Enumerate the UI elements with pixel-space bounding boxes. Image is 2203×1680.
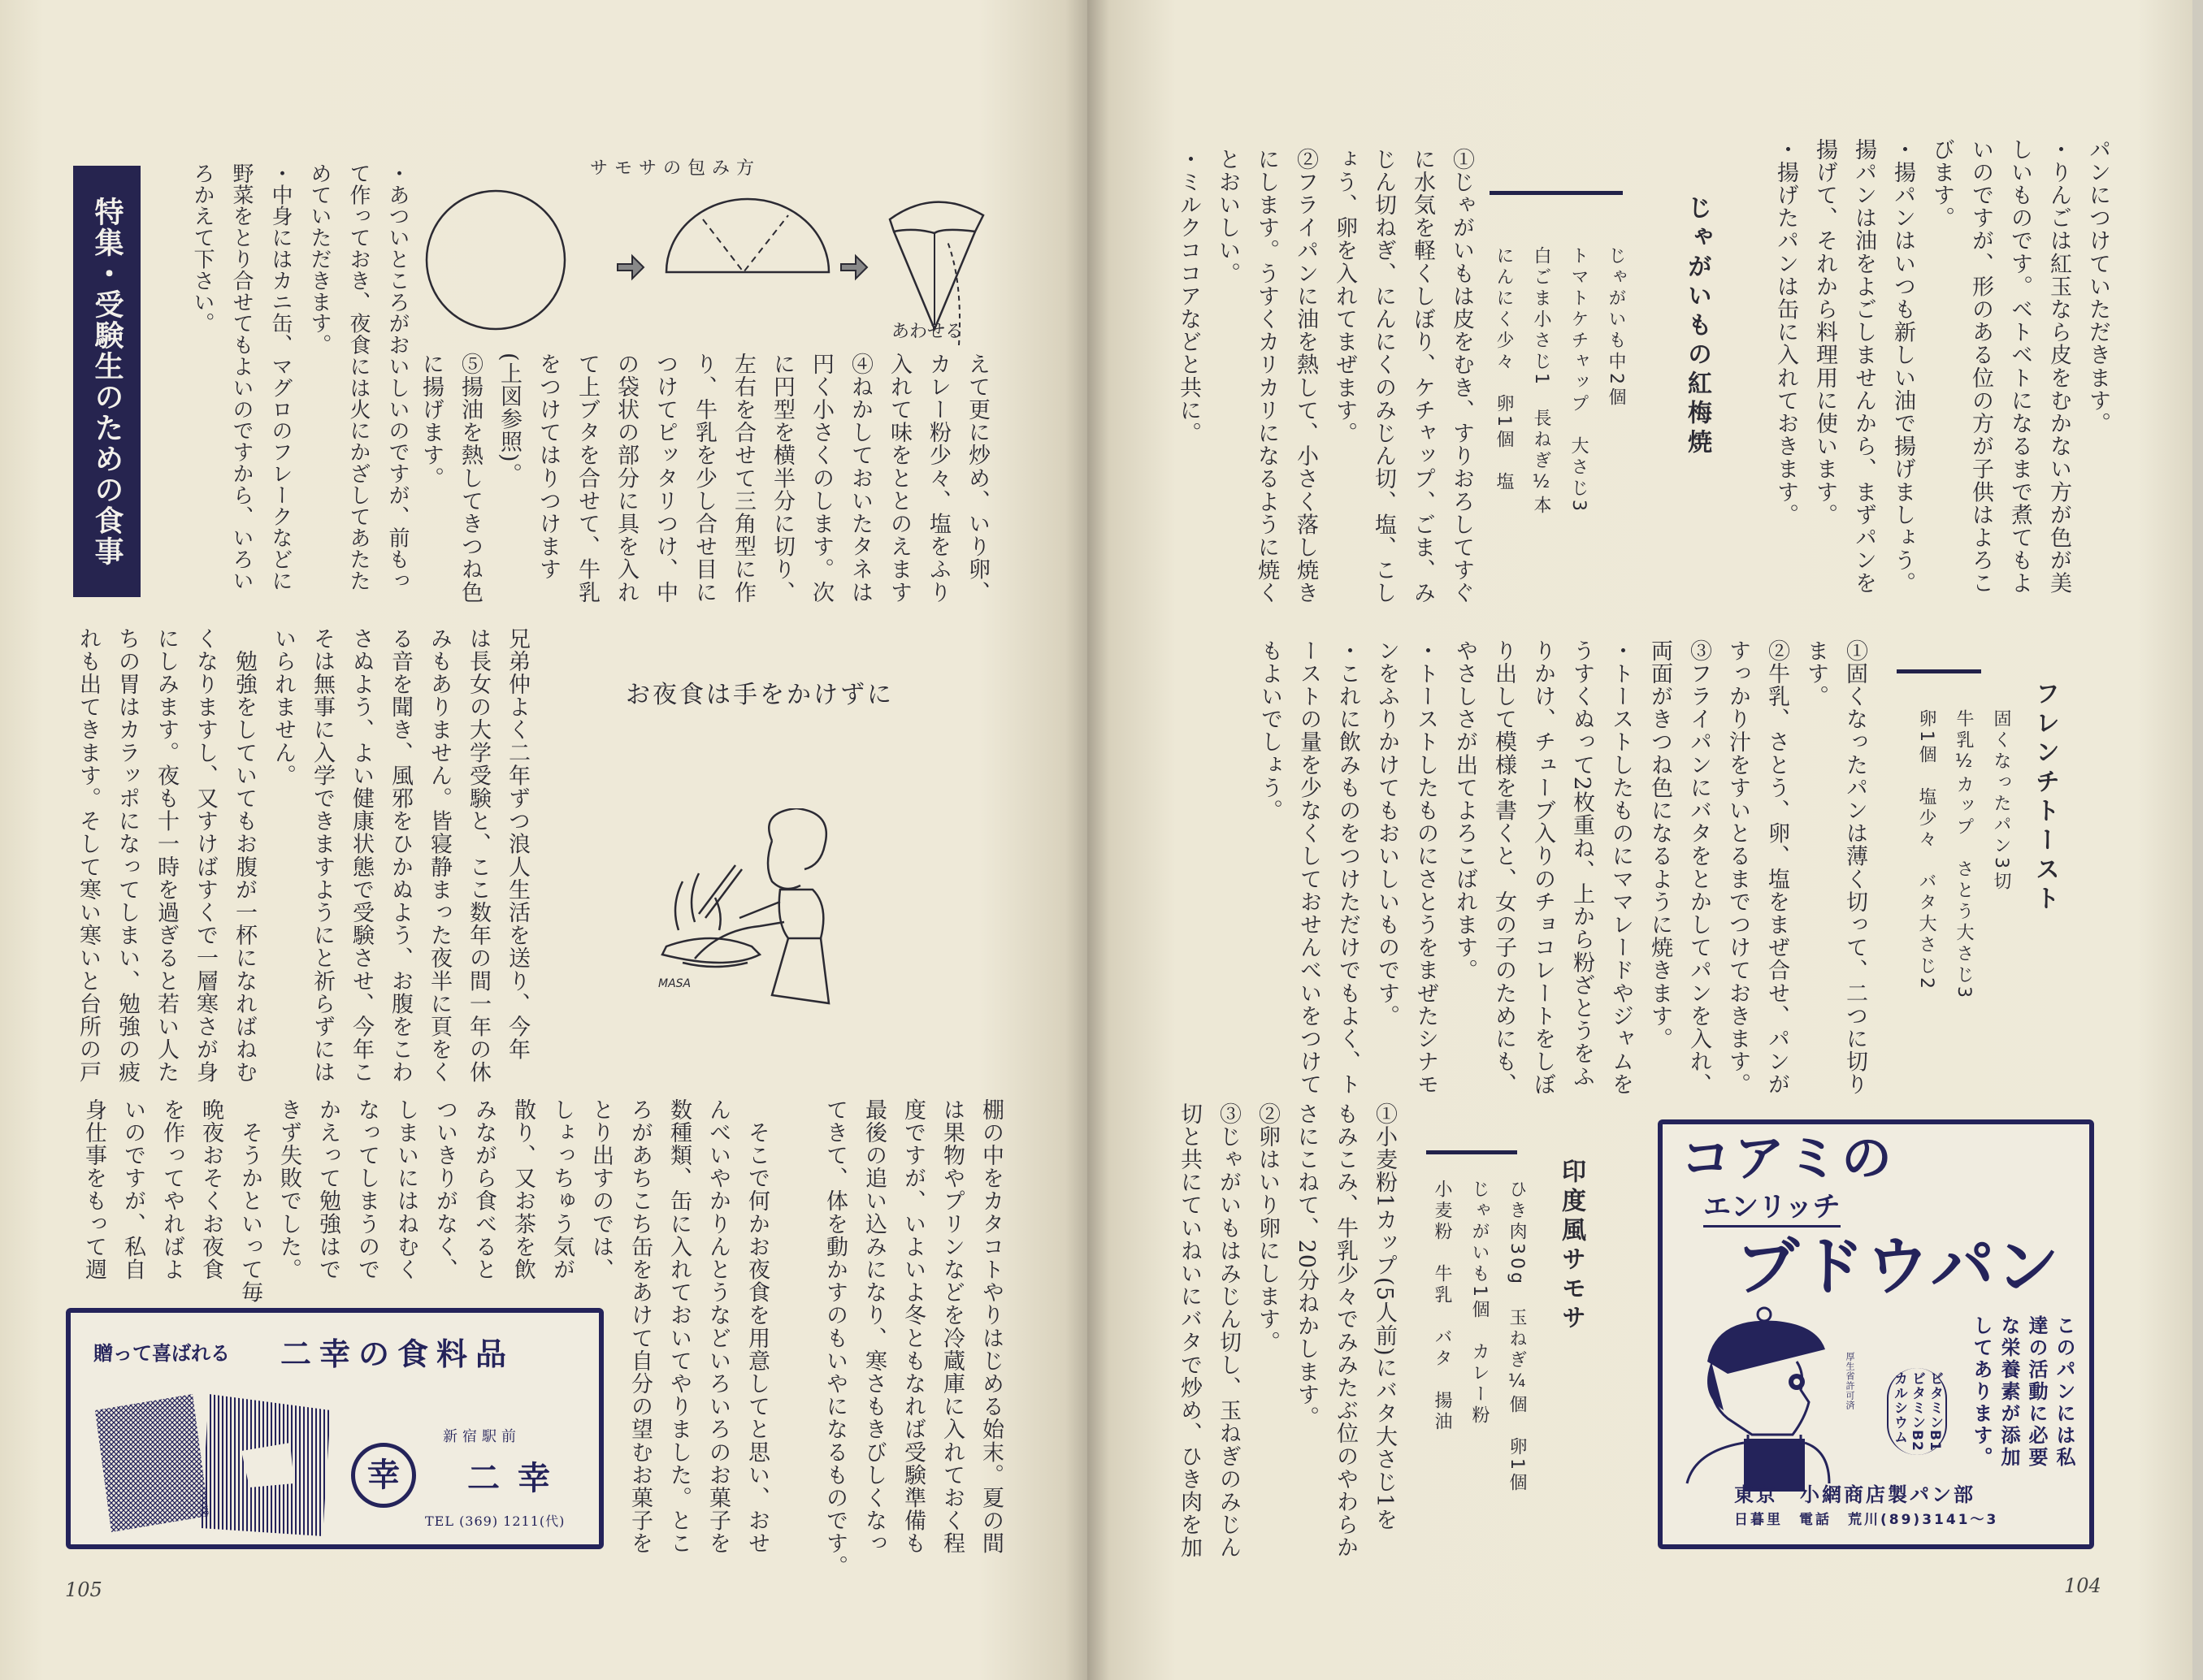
feature-title: 特集・受験生のための食事 (73, 166, 141, 597)
ingredient: ひき肉30g 玉ねぎ¼個 卵1個 (1507, 1180, 1527, 1494)
step-column: さにこねて、20分ねかします。 (1294, 1102, 1319, 1429)
essay-column: 最後の追い込みになり、寒さもきびしくなっ (861, 1098, 887, 1555)
tip-column: いのですが、形のある位の方が子供はよろこ (1968, 138, 1993, 595)
kobaiyaki-steps (1169, 148, 1481, 604)
tip-column: びます。 (1929, 138, 1954, 230)
serving-tip-column: めていただきます。 (307, 162, 332, 356)
essay-top (68, 627, 536, 1084)
step-column: ーストの量を少なくしておせんべいをつけて (1296, 639, 1321, 1096)
serving-tip-column: ・中身にはカニ缶、マグロのフレークなどに (268, 162, 293, 591)
samosa-step-column: の袋状の部分に具を入れ (614, 353, 639, 604)
nikou-logo: 幸 (351, 1443, 416, 1508)
tip-column: 揚げて、それから料理用に使います。 (1812, 138, 1837, 526)
essay-column: そうかといって毎 (237, 1098, 262, 1304)
divider-rule (1426, 1150, 1517, 1154)
step-column: ・トーストしたものにママレードやジャムを (1608, 639, 1633, 1096)
step-column: もみこみ、牛乳少々でみみたぶ位のやわらか (1333, 1102, 1358, 1559)
ingredient: にんにく少々 卵1個 塩 (1494, 246, 1514, 493)
ad-nutrient: ビタミンB1 (1927, 1371, 1943, 1452)
samosa-step-column: ④ねかしておいたタネは (848, 353, 873, 604)
step-column: ます。 (1803, 639, 1828, 708)
samosa-steps-continued (411, 353, 996, 604)
essay-column: 身仕事をもって週 (81, 1098, 106, 1281)
samosa-ingredients (1423, 1180, 1535, 1494)
step-column: とおいしい。 (1215, 148, 1240, 285)
cooking-woman-illustration (650, 808, 853, 1011)
step-column: もよいでしょう。 (1257, 639, 1282, 822)
step-column: ③フライパンにバタをとかしてパンを入れ、 (1686, 639, 1711, 1096)
step-column: ・ミルクココアなどと共に。 (1176, 148, 1201, 445)
essay-column: 晩夜おそくお夜食 (198, 1098, 223, 1281)
kobaiyaki-ingredients (1485, 246, 1634, 517)
ingredient: トマトケチャップ 大さじ3 (1568, 246, 1589, 514)
step-column: うすくぬって2枚重ね、上から粉ざとうをふ (1569, 639, 1594, 1089)
samosa-step-column: をつけてはりつけます (536, 353, 561, 581)
essay-column: しまいにはねむく (393, 1098, 418, 1281)
tip-column: しいものです。ベトベトになるまで煮てもよ (2007, 138, 2032, 595)
samosa-step-column: に円型を横半分に切り、 (770, 353, 795, 604)
ad-nutrient: ビタミンB2 (1909, 1371, 1925, 1452)
samosa-step-column: 円く小さくのします。次 (809, 353, 834, 604)
tip-column: ・揚パンはいつも新しい油で揚げましょう。 (1890, 138, 1915, 595)
essay-column: なってしまうので (354, 1098, 379, 1281)
ingredient: 卵1個 塩少々 バタ大さじ2 (1916, 709, 1936, 992)
step-column: ①じゃがいもは皮をむき、すりおろしてすぐ (1449, 148, 1474, 604)
serving-tip-column: て作っておき、夜食には火にかざしてあたた (346, 162, 371, 591)
step-column: り出して模様を書くと、女の子のためにも、 (1491, 639, 1516, 1096)
essay-column: いのですが、私自 (120, 1098, 145, 1281)
essay-column: ろがあちこち缶をあけて自分の望むお菓子を (627, 1098, 653, 1555)
step-column: じん切ねぎ、にんにくのみじん切、塩、こし (1371, 148, 1396, 604)
samosa-step-column: えて更に炒め、いり卵、 (965, 353, 990, 604)
essay-column: しょっちゅう気が (549, 1098, 575, 1281)
step-column: やさしさが出てよろこばれます。 (1452, 639, 1477, 982)
ad-address: 日暮里 電話 荒川(89)3141～3 (1734, 1512, 1999, 1528)
step-column: すっかり汁をすいとるまでつけておきます。 (1725, 639, 1750, 1096)
french-toast-title: フレンチトースト (2031, 681, 2059, 915)
half-circle-shape (666, 199, 829, 272)
essay-column: てきて、体を動かすのもいやになるものです。 (822, 1098, 848, 1578)
serving-tip-column: ・あついところがおいしいのですが、前もっ (385, 162, 410, 591)
essay-column: みながら食べると (471, 1098, 497, 1281)
ad-location: 新宿駅前 (443, 1428, 521, 1445)
essay-column: 勉強をしていてもお腹が一杯になればねむ (232, 627, 257, 1084)
essay-column: を作ってやればよ (159, 1098, 184, 1281)
serving-tips (183, 162, 417, 591)
essay-heading: お夜食は手をかけずに (626, 681, 894, 709)
samosa-step-column: に揚げます。 (418, 353, 444, 490)
bread-tips (1766, 138, 2117, 595)
page-number-left: 105 (65, 1578, 102, 1601)
step-column: ③じゃがいもはみじん切し、玉ねぎのみじん (1216, 1102, 1241, 1559)
essay-column: る音を聞き、風邪をひかぬよう、お腹をこわ (388, 627, 413, 1084)
essay-column: くなりますし、又すけばすくで一層寒さが身 (193, 627, 218, 1084)
gift-package-graphic (87, 1386, 347, 1540)
step-column: ②フライパンに油を熱して、小さく落し焼き (1293, 148, 1318, 604)
ad-copy-column: してあります。 (1970, 1315, 1993, 1469)
ingredient: 小麦粉 牛乳 バタ 揚油 (1432, 1180, 1452, 1433)
step-column: ①固くなったパンは薄く切って、二つに切り (1842, 639, 1867, 1096)
arrow-right-icon (841, 256, 867, 279)
samosa-title: 印度風サモサ (1557, 1158, 1585, 1334)
kobaiyaki-title: じゃがいもの紅梅焼 (1683, 195, 1711, 458)
essay-column: ついきりがなく、 (432, 1098, 458, 1281)
ad-brand: コアミの (1680, 1128, 1896, 1188)
essay-column: ちの胃はカラッポになってしまい、勉強の疲 (115, 627, 140, 1084)
diagram-label: あわせる (891, 322, 964, 342)
step-column: ②卵はいり卵にします。 (1255, 1102, 1280, 1354)
french-toast-steps (1250, 639, 1874, 1096)
divider-rule (1490, 191, 1623, 195)
step-column: ・トーストしたものにさとうをまぜたシナモ (1413, 639, 1438, 1096)
tip-column: 揚パンは油をよごしませんから、まずパンを (1851, 138, 1876, 595)
essay-column: みもありません。皆寝静まった夜半に頁をく (427, 627, 452, 1084)
ad-copy-column: 達の活動に必要 (2025, 1315, 2048, 1469)
essay-column: 度ですが、いよいよ冬ともなれば受験準備も (900, 1098, 926, 1555)
step-column: に水気を軽くしぼり、ケチャップ、ごま、み (1410, 148, 1435, 604)
tip-column: パンにつけていただきます。 (2085, 138, 2110, 435)
essay-column: は長女の大学受験と、ここ数年の間一年の休 (466, 627, 491, 1084)
serving-tip-column: 野菜をとり合せてもよいのですから、いろい (229, 162, 254, 591)
ad-company: 東京 小網商店製パン部 (1734, 1483, 1975, 1506)
step-column: ょう、卵を入れてまぜます。 (1332, 148, 1357, 445)
step-column: にします。うすくカリカリになるように焼く (1254, 148, 1279, 604)
essay-column: いられません。 (271, 627, 296, 787)
ad-telephone: TEL (369) 1211(代) (425, 1513, 566, 1529)
samosa-step-column: つけてピッタリつけ、中 (653, 353, 678, 604)
essay-column: そこで何かお夜食を用意してと思い、おせ (744, 1098, 770, 1555)
ingredient: じゃがいも1個 カレー粉 (1469, 1180, 1490, 1427)
diagram-title: サモサの包み方 (590, 158, 761, 179)
ad-store-name: 二幸 (467, 1460, 568, 1497)
step-column: 両面がきつね色になるように焼きます。 (1647, 639, 1672, 1050)
essay-column: んべいやかりんとうなどいろいろのお菓子を (705, 1098, 731, 1555)
essay-column: そは無事に入学できますようにと祈らずには (310, 627, 335, 1084)
essay-column: れも出てきます。そして寒い寒いと台所の戸 (76, 627, 101, 1084)
ad-product-name: ブドウパン (1736, 1231, 2062, 1304)
dough-circle-shape (427, 191, 565, 329)
samosa-step-column: 入れて味をととのえます (887, 353, 912, 604)
samosa-steps (1169, 1102, 1403, 1559)
samosa-step-column: ⑤揚油を熱してきつね色 (458, 353, 483, 604)
koami-bread-advertisement (1658, 1119, 2094, 1549)
samosa-step-column: カレー粉少々、塩をふり (926, 353, 951, 604)
step-column: 切と共にていねいにバタで炒め、ひき肉を加 (1177, 1102, 1202, 1559)
essay-column: きず失敗でした。 (276, 1098, 301, 1281)
essay-column (776, 1098, 815, 1578)
french-toast-ingredients (1907, 709, 2019, 1001)
essay-column: 数種類、缶に入れておいてやりました。とこ (666, 1098, 692, 1555)
illustration-signature: MASA (658, 977, 692, 990)
essay-column: にしみます。夜も十一時を過ぎると若い人た (154, 627, 179, 1084)
ingredient: じゃがいも中2個 (1606, 246, 1626, 409)
step-column: ②牛乳、さとう、卵、塩をまぜ合せ、パンが (1764, 639, 1789, 1096)
ad-headline: 二幸の食料品 (280, 1336, 515, 1372)
ingredient: 固くなったパン3切 (1991, 709, 2011, 893)
essay-column: は果物やプリンなどを冷蔵庫に入れておく程 (939, 1098, 965, 1555)
essay-column: 兄弟仲よく二年ずつ浪人生活を送り、今年 (505, 627, 530, 1061)
step-column: ①小麦粉1カップ(5人前)にバタ大さじ1を (1372, 1102, 1397, 1531)
samosa-step-column: り、牛乳を少し合せ目に (692, 353, 717, 604)
essay-column: かえって勉強はで (315, 1098, 340, 1281)
samosa-step-column: て上ブタを合せて、牛乳 (575, 353, 600, 604)
tip-column: ・揚げたパンは缶に入れておきます。 (1773, 138, 1798, 526)
ad-subtitle: エンリッチ (1703, 1191, 1841, 1228)
boy-mascot-illustration (1679, 1305, 1841, 1492)
step-column: ンをふりかけてもおいしいものです。 (1374, 639, 1399, 1028)
step-column: りかけ、チューブ入りのチョコレートをしぼ (1530, 639, 1555, 1096)
essay-column: 散り、又お茶を飲 (510, 1098, 536, 1281)
arrow-right-icon (618, 256, 644, 279)
ad-tagline: 贈って喜ばれる (93, 1342, 230, 1365)
nikou-advertisement (66, 1308, 604, 1549)
page-number-right: 104 (2064, 1574, 2101, 1597)
ad-approval: 厚生省許可済 (1845, 1352, 1855, 1410)
ad-copy-column: このパンには私 (2053, 1315, 2075, 1469)
essay-column: さぬよう、よい健康状態で受験させ、今年こ (349, 627, 374, 1084)
serving-tip-column: ろかえて下さい。 (190, 162, 215, 335)
essay-column: 棚の中をカタコトやりはじめる始末。夏の間 (978, 1098, 1004, 1555)
ingredient: 牛乳½カップ さとう大さじ3 (1954, 709, 1974, 1001)
step-column: ・これに飲みものをつけただけでもよく、ト (1335, 639, 1360, 1096)
ingredient: 白ごま小さじ1 長ねぎ½本 (1531, 246, 1551, 517)
ad-copy-column: な栄養素が添加 (1997, 1315, 2020, 1469)
ad-nutrient: カルシウム (1891, 1371, 1907, 1444)
divider-rule (1897, 669, 1981, 673)
samosa-step-column: 左右を合せて三角型に作 (731, 353, 756, 604)
ad-nutrients (1887, 1368, 1947, 1455)
tip-column: ・りんごは紅玉なら皮をむかない方が色が美 (2046, 138, 2071, 595)
essay-column: とり出すのでは、 (588, 1098, 614, 1281)
samosa-step-column: (上図参照)。 (497, 353, 522, 486)
ad-copy (1967, 1315, 2078, 1469)
